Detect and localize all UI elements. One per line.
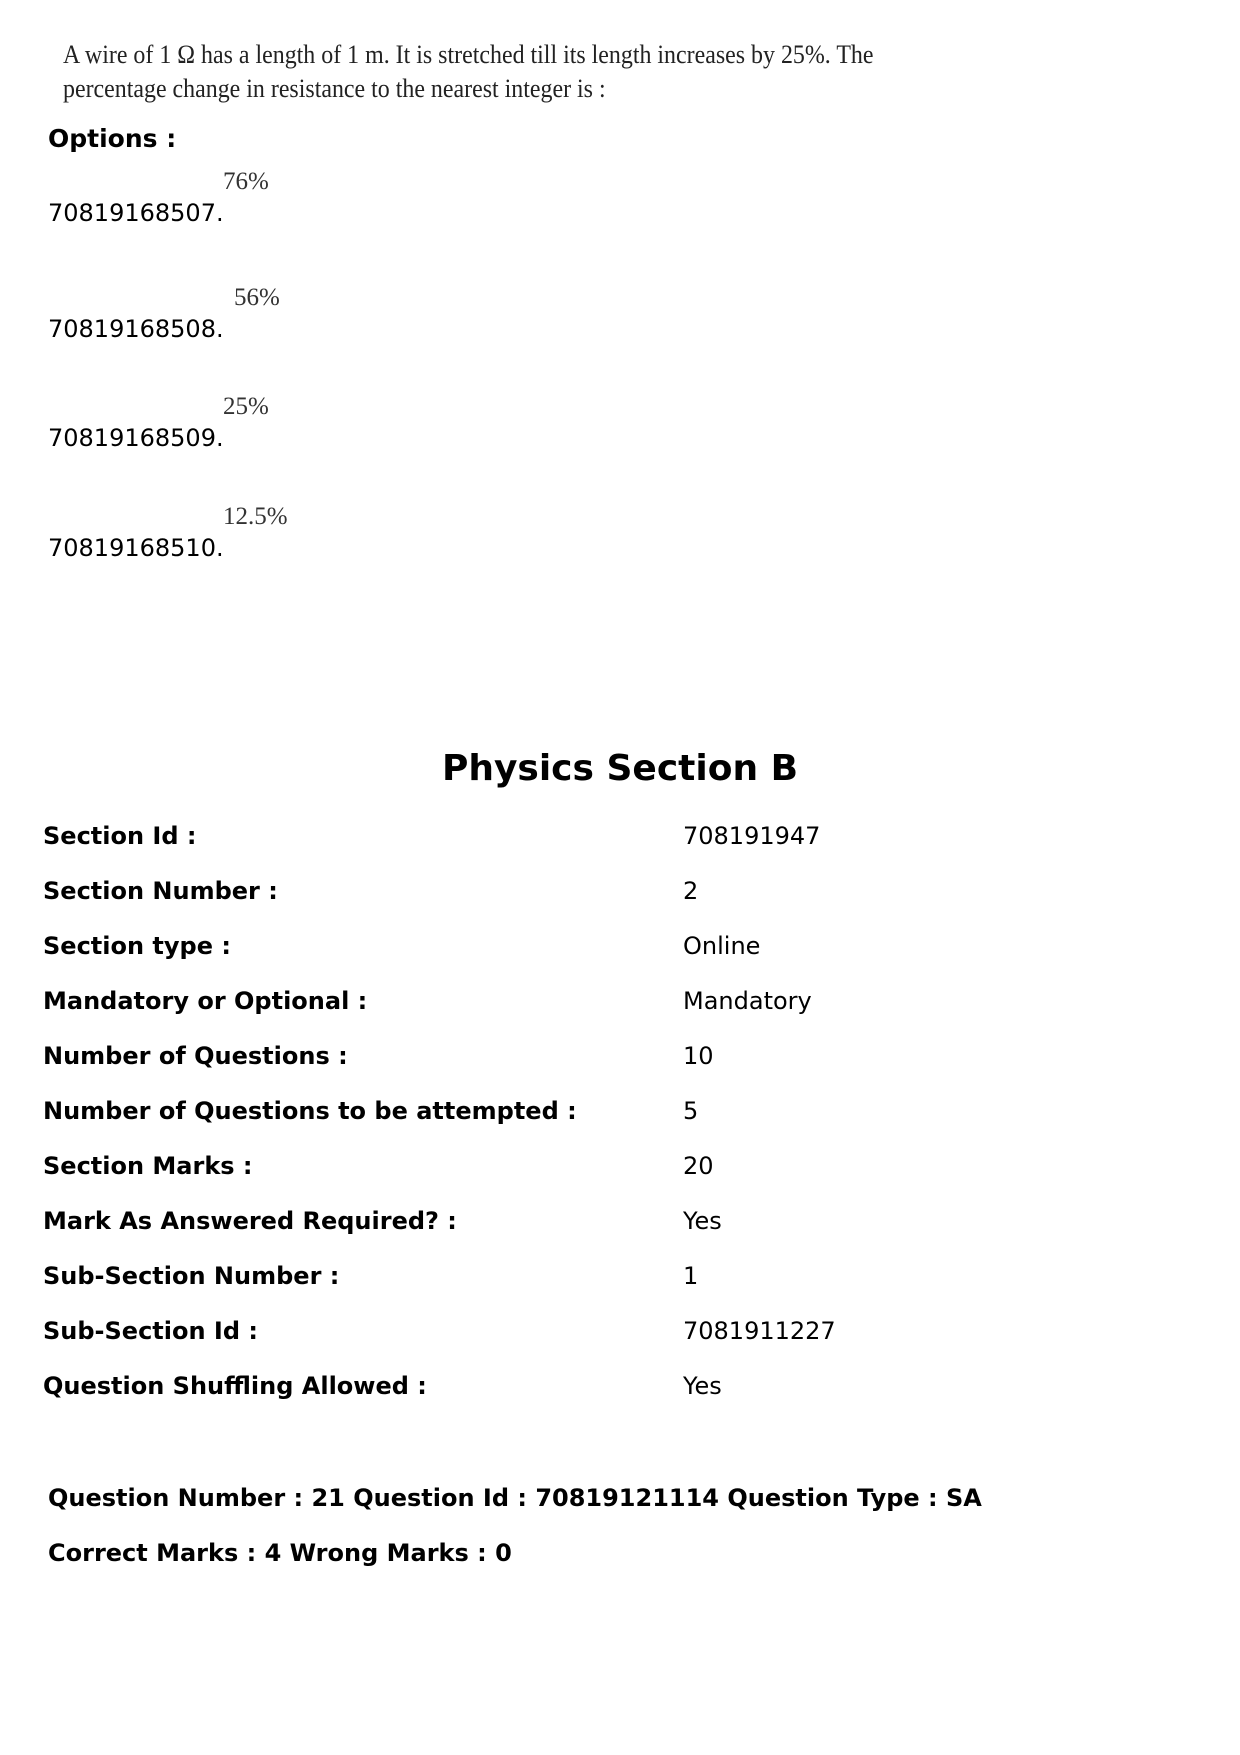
question-line-1: A wire of 1 Ω has a length of 1 m. It is stretched till its length increases by 25%. The: [63, 40, 874, 69]
info-label: Mark As Answered Required? :: [43, 1207, 457, 1235]
option-4: [48, 503, 748, 563]
info-label: Section Number :: [43, 877, 278, 905]
next-question-header: Question Number : 21 Question Id : 70819121114 Question Type : SA: [48, 1484, 982, 1512]
info-value: 7081911227: [683, 1317, 836, 1345]
option-id: 70819168509.: [48, 424, 224, 452]
info-row-section-id: [43, 819, 1193, 853]
info-row-subsection-number: [43, 1259, 1193, 1293]
info-row-section-marks: [43, 1149, 1193, 1183]
section-title: Physics Section B: [441, 748, 799, 789]
info-label: Question Shuffling Allowed :: [43, 1372, 427, 1400]
info-value: 2: [683, 877, 699, 905]
info-value: Yes: [683, 1207, 722, 1235]
info-row-subsection-id: [43, 1314, 1193, 1348]
info-row-section-type: [43, 929, 1193, 963]
options-label: Options :: [48, 124, 177, 153]
info-value: 10: [683, 1042, 714, 1070]
info-label: Number of Questions :: [43, 1042, 348, 1070]
info-row-num-attempted: [43, 1094, 1193, 1128]
info-label: Section Marks :: [43, 1152, 253, 1180]
option-value: 25%: [223, 393, 269, 420]
option-1: [48, 168, 748, 228]
info-label: Section Id :: [43, 822, 197, 850]
info-row-section-number: [43, 874, 1193, 908]
info-row-mandatory: [43, 984, 1193, 1018]
option-value: 76%: [223, 168, 269, 195]
next-question-marks: Correct Marks : 4 Wrong Marks : 0: [48, 1539, 512, 1567]
option-id: 70819168510.: [48, 534, 224, 562]
info-value: Yes: [683, 1372, 722, 1400]
info-value: Online: [683, 932, 761, 960]
info-row-mark-answered: [43, 1204, 1193, 1238]
info-value: 1: [683, 1262, 699, 1290]
info-value: 5: [683, 1097, 699, 1125]
question-text: [63, 38, 946, 106]
info-label: Number of Questions to be attempted :: [43, 1097, 577, 1125]
info-label: Mandatory or Optional :: [43, 987, 368, 1015]
info-label: Sub-Section Id :: [43, 1317, 258, 1345]
option-3: [48, 393, 748, 453]
option-2: [48, 284, 748, 344]
option-value: 56%: [234, 284, 280, 311]
option-value: 12.5%: [223, 503, 288, 530]
option-id: 70819168508.: [48, 315, 224, 343]
info-label: Sub-Section Number :: [43, 1262, 340, 1290]
info-row-shuffling: [43, 1369, 1193, 1403]
info-value: Mandatory: [683, 987, 812, 1015]
info-value: 20: [683, 1152, 714, 1180]
info-value: 708191947: [683, 822, 821, 850]
option-id: 70819168507.: [48, 199, 224, 227]
info-label: Section type :: [43, 932, 231, 960]
question-line-2: percentage change in resistance to the nearest integer is :: [63, 74, 606, 103]
info-row-num-questions: [43, 1039, 1193, 1073]
